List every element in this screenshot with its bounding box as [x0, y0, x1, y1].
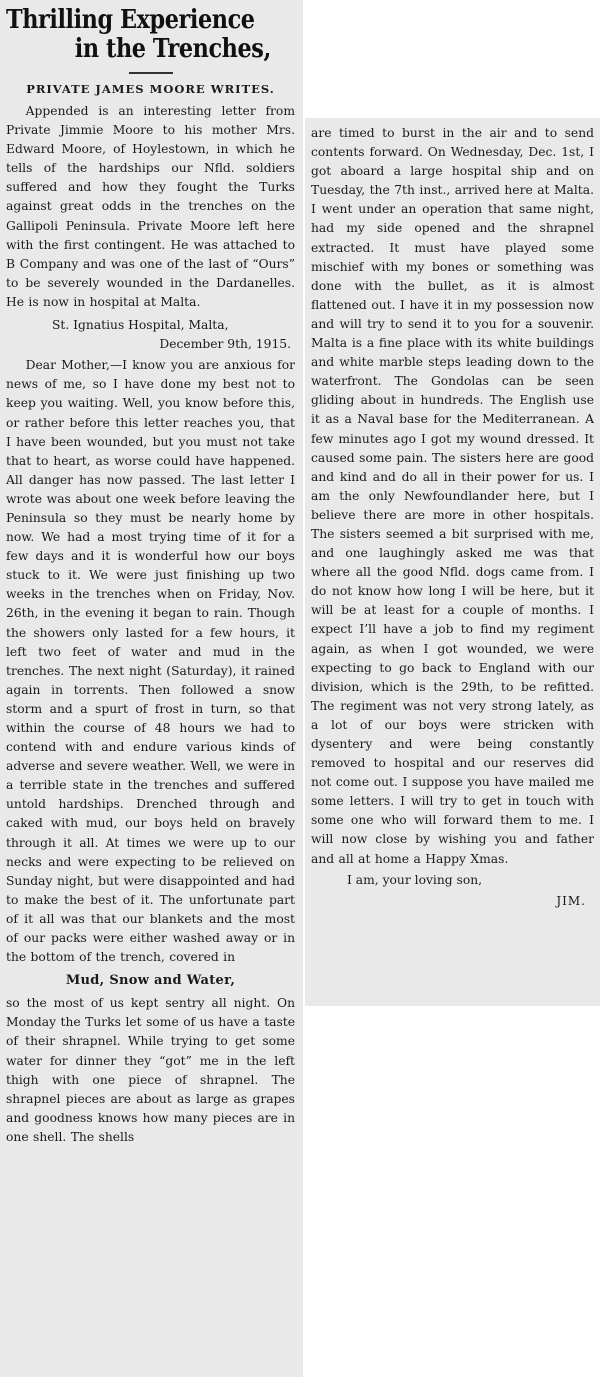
letter-signature: JIM.	[556, 893, 586, 908]
letter-body-part-3: are timed to burst in the air and to send contents forward. On Wednesday, Dec. 1st, I got aboard a large hospital ship and on Tuesday, the 7th inst., arrived here at Malta. I went under an operation that same night, had my side opened and the shrapnel extracted. It must have played some mischief with my bones or something was done with the bullet, as it is almost flattened out. I have it in my possession now and will try to send it to you for a souvenir. Malta is a fine place with its white buildings and white marble steps leading down to the waterfront. The Gondolas can be seen gliding about in hundreds. The English use it as a Naval base for the Mediterranean. A few minutes ago I got my wound dressed. It caused some pain. The sisters here are good and kind and do all in their power for us. I am the only Newfoundlander here, but I believe there are more in other hospitals. The sisters seemed a bit surprised with me, and one laughingly asked me was that where all the good Nfld. dogs came from. I do not know how long I will be here, but it will be at least for a couple of months. I expect I’ll have a job to find my regiment again, as when I got wounded, we were expecting to go back to England with our division, which is the 29th, to be refitted. The regiment was not very strong lately, as a lot of our boys were stricken with dysentery and were being constantly removed to hospital and our reserves did not come out. I suppose you have mailed me some letters. I will try to get in touch with some one who will forward them to me. I will now close by wishing you and father and all at home a Happy Xmas.	[311, 126, 594, 866]
letter-dateline	[6, 316, 295, 354]
letter-body-part-1: Dear Mother,—I know you are anxious for news of me, so I have done my best not to keep you waiting. Well, you know before this, or rather before this letter reaches you, that I have been wounded, but you must not take that to heart, as worse could have happened. All danger has now passed. The last letter I wrote was about one week before leaving the Peninsula so they must be nearly home by now. We had a most trying time of it for a few days and it is wonderful how our boys stuck to it. We were just finishing up two weeks in the trenches when on Friday, Nov. 26th, in the evening it began to rain. Though the showers only lasted for a few hours, it left two feet of water and mud in the trenches. The next night (Saturday), it rained again in torrents. Then followed a snow storm and a spurt of frost in turn, so that within the course of 48 hours we had to contend with and endure various kinds of adverse and severe weather. Well, we were in a terrible state in the trenches and suffered untold hardships. Drenched through and caked with mud, our boys held on bravely through it all. At times we were up to our necks and were expecting to be relieved on Sunday night, but were disappointed and had to make the best of it. The unfortunate part of it all was that our blankets and the most of our packs were either washed away or in the bottom of the trench, covered in	[6, 358, 295, 965]
article-column-right	[305, 118, 600, 1006]
article-headline	[6, 5, 271, 64]
article-subhead: PRIVATE JAMES MOORE WRITES.	[26, 82, 275, 96]
headline-line-2: in the Trenches,	[74, 34, 271, 64]
letter-body-part-2: so the most of us kept sentry all night. On Monday the Turks let some of us have a taste of their shrapnel. While trying to get some water for dinner they “got” me in the left thigh with one piece of shrapnel. The shrapnel pieces are about as large as grapes and goodness knows how many pieces are in one shell. The shells	[6, 996, 295, 1144]
article-intro: Appended is an interesting letter from Private Jimmie Moore to his mother Mrs. Edward Moore, of Hoylestown, in which he tells of the hardships our Nfld. soldiers suffered and how they fought the Turks against great odds in the trenches on the Gallipoli Peninsula. Private Moore left here with the first contingent. He was attached to B Company and was one of the last of “Ours” to be severely wounded in the Dardanelles. He is now in hospital at Malta.	[6, 104, 295, 309]
headline-line-1: Thrilling Experience	[6, 5, 255, 35]
letter-closing: I am, your loving son,	[347, 872, 483, 887]
dateline-date: December 9th, 1915.	[159, 337, 291, 352]
headline-divider	[129, 72, 173, 74]
dateline-place: St. Ignatius Hospital, Malta,	[52, 318, 229, 333]
article-crosshead: Mud, Snow and Water,	[65, 973, 236, 989]
